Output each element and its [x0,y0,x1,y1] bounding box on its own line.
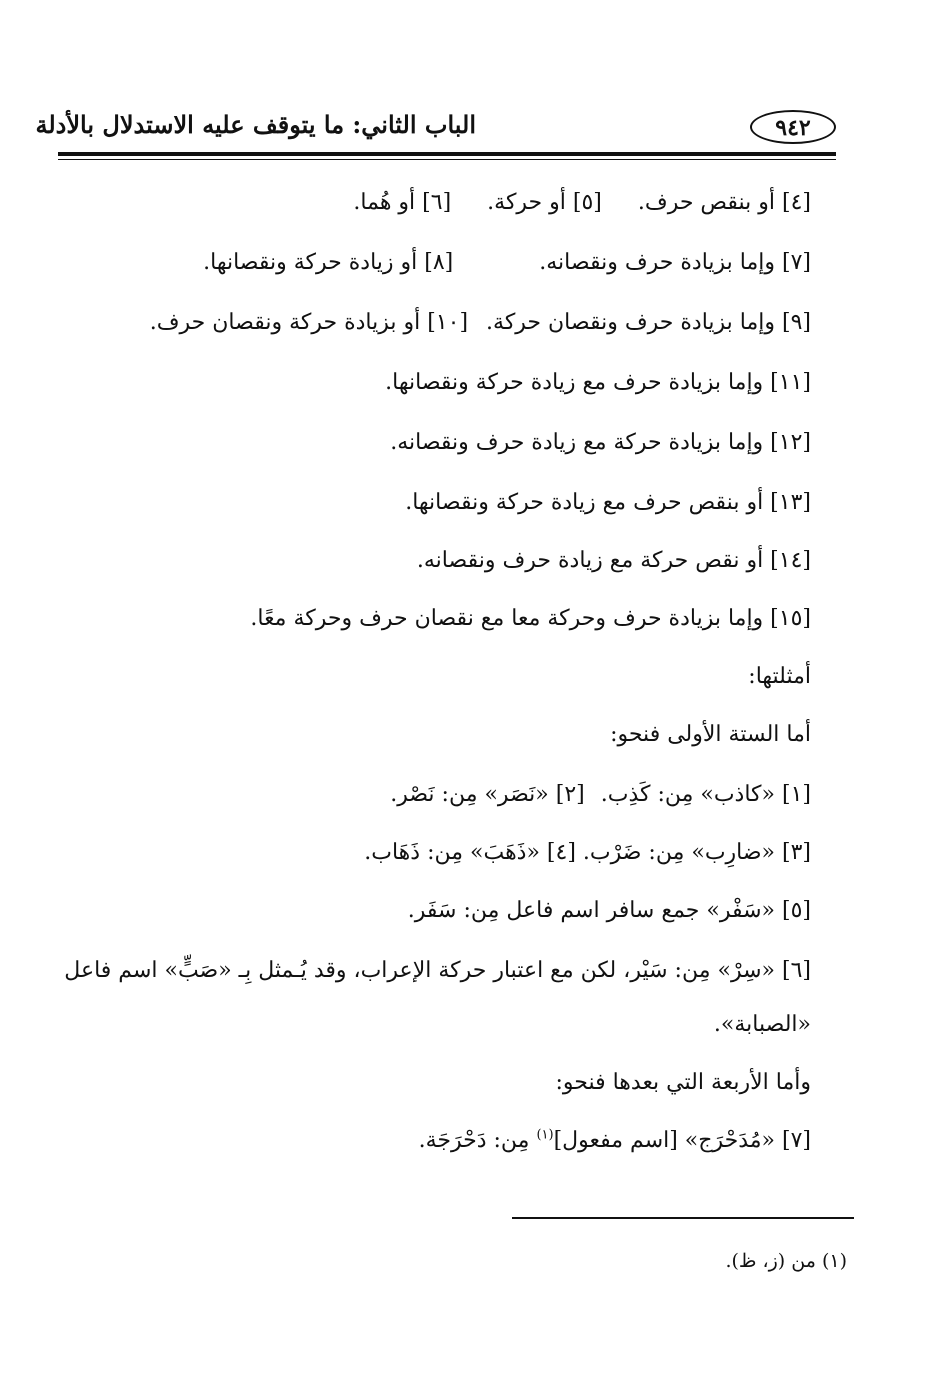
text-line-11 [390,780,811,810]
text-line-14: [٦] «سِرْ» مِن: سَيْر، لكن مع اعتبار حركة الإعراب، وقد يُـمثل بِـ «صَبٍّ» اسم فاعل [64,958,811,983]
example-7: [٧] «مُدَحْرَج» [اسم مفعول] [553,1128,811,1153]
text-line-4: [١١] وإما بزيادة حرف مع زيادة حركة ونقصانها. [385,370,811,395]
item-6: [٦] أو هُما. [353,190,452,215]
example-7-source: مِن: دَحْرَجَة. [418,1128,537,1153]
header-rule-thin [58,159,836,160]
item-7: [٧] وإما بزيادة حرف ونقصانه. [539,250,811,275]
text-line-6: [١٣] أو بنقص حرف مع زيادة حركة ونقصانها. [405,490,811,515]
text-line-8: [١٥] وإما بزيادة حرف وحركة معا مع نقصان حرف وحركة معًا. [250,606,811,631]
text-line-5: [١٢] وإما بزيادة حركة مع زيادة حرف ونقصانه. [390,430,811,455]
text-line-16: وأما الأربعة التي بعدها فنحو: [555,1070,811,1095]
example-1: [١] «كاذب» مِن: كَذِب. [600,782,811,807]
item-8: [٨] أو زيادة حركة ونقصانها. [203,250,454,275]
header-rule-thick [58,152,836,156]
text-line-15: «الصبابة». [713,1012,811,1037]
section-heading-examples: أمثلتها: [748,664,811,689]
item-9: [٩] وإما بزيادة حرف ونقصان حركة. [486,310,811,335]
text-line-10: أما الستة الأولى فنحو: [610,722,811,747]
page-header [35,108,836,152]
item-5: [٥] أو حركة. [487,190,602,215]
example-2: [٢] «نَصَر» مِن: نَصْر. [390,782,585,807]
text-line-12: [٣] «ضارِب» مِن: ضَرْب. [٤] «ذَهَبَ» مِن: ذَهَاب. [364,840,811,865]
item-4: [٤] أو بنقص حرف. [637,190,811,215]
footnote-separator [512,1217,854,1219]
text-line-3 [150,308,811,338]
page-number-badge: ٩٤٢ [750,110,836,144]
footnote-1: (١) من (ز، ظ). [725,1250,847,1272]
running-title: الباب الثاني: ما يتوقف عليه الاستدلال بالأدلة [35,110,476,139]
item-10: [١٠] أو بزيادة حركة ونقصان حرف. [149,310,469,335]
text-line-2 [203,248,811,278]
text-line-1 [353,188,811,218]
footnote-ref[interactable]: (١) [536,1127,554,1143]
text-line-17 [419,1126,811,1156]
text-line-7: [١٤] أو نقص حركة مع زيادة حرف ونقصانه. [416,548,811,573]
text-line-13: [٥] «سَفْر» جمع سافر اسم فاعل مِن: سَفَر. [407,898,811,923]
